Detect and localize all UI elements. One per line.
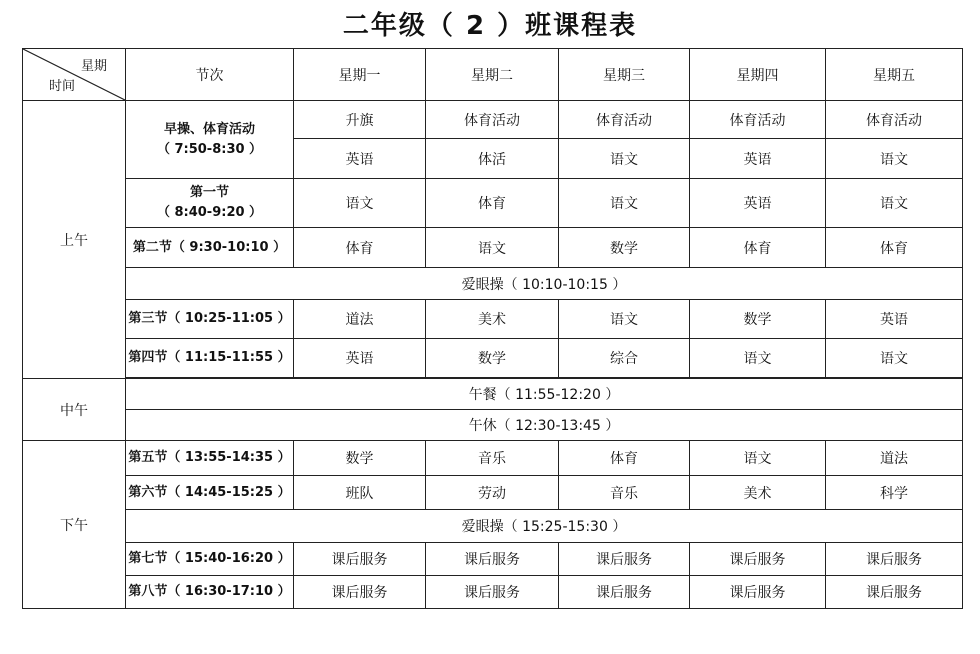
class-cell: 课后服务 — [690, 543, 826, 576]
class-cell: 体育活动 — [559, 101, 690, 139]
session-label: 第五节（ 13:55-14:35 ） — [126, 441, 294, 476]
class-cell: 升旗 — [294, 101, 426, 139]
header-row — [23, 49, 963, 101]
header-wed: 星期三 — [559, 49, 690, 101]
class-cell: 数学 — [426, 339, 559, 378]
class-cell: 英语 — [294, 339, 426, 378]
corner-time-label: 时间 — [49, 79, 76, 94]
class-cell: 体育活动 — [690, 101, 826, 139]
class-cell: 语文 — [826, 139, 963, 179]
rest-banner: 午休（ 12:30-13:45 ） — [126, 410, 963, 441]
period-afternoon: 下午 — [23, 441, 126, 609]
session-label — [126, 179, 294, 228]
class-cell: 英语 — [690, 139, 826, 179]
session-label: 第四节（ 11:15-11:55 ） — [126, 339, 294, 378]
class-cell: 体育 — [294, 228, 426, 268]
session-label: 第三节（ 10:25-11:05 ） — [126, 300, 294, 339]
class-cell: 语文 — [294, 179, 426, 228]
table-row — [23, 441, 963, 476]
class-cell: 体育 — [826, 228, 963, 268]
table-row — [23, 101, 963, 139]
class-cell: 课后服务 — [559, 576, 690, 609]
session-time: （ 7:50-8:30 ） — [156, 141, 263, 157]
class-cell: 语文 — [690, 441, 826, 476]
table-row — [23, 228, 963, 268]
class-cell: 英语 — [294, 139, 426, 179]
class-cell: 综合 — [559, 339, 690, 378]
class-cell: 美术 — [426, 300, 559, 339]
class-cell: 英语 — [690, 179, 826, 228]
class-cell: 音乐 — [426, 441, 559, 476]
class-cell: 课后服务 — [426, 543, 559, 576]
class-cell: 语文 — [559, 139, 690, 179]
class-cell: 课后服务 — [559, 543, 690, 576]
table-row — [23, 268, 963, 300]
class-cell: 课后服务 — [690, 576, 826, 609]
class-cell: 课后服务 — [294, 576, 426, 609]
class-cell: 劳动 — [426, 476, 559, 510]
session-name: 第一节 — [189, 185, 229, 200]
table-row — [23, 179, 963, 228]
session-label — [126, 101, 294, 179]
session-label: 第八节（ 16:30-17:10 ） — [126, 576, 294, 609]
session-label: 第六节（ 14:45-15:25 ） — [126, 476, 294, 510]
table-row — [23, 476, 963, 510]
header-thu: 星期四 — [690, 49, 826, 101]
class-cell: 道法 — [826, 441, 963, 476]
class-cell: 班队 — [294, 476, 426, 510]
session-name: 早操、体育活动 — [163, 121, 255, 137]
period-morning: 上午 — [23, 101, 126, 379]
class-cell: 体育 — [559, 441, 690, 476]
table-row — [23, 510, 963, 543]
class-cell: 语文 — [559, 300, 690, 339]
header-session: 节次 — [126, 49, 294, 101]
session-label: 第七节（ 15:40-16:20 ） — [126, 543, 294, 576]
class-cell: 课后服务 — [826, 543, 963, 576]
corner-weekday-label: 星期 — [80, 59, 107, 74]
table-row — [23, 379, 963, 410]
class-cell: 体育 — [690, 228, 826, 268]
corner-cell — [23, 49, 126, 101]
table-row — [23, 543, 963, 576]
eye-exercise-banner: 爱眼操（ 15:25-15:30 ） — [126, 510, 963, 543]
class-cell: 课后服务 — [294, 543, 426, 576]
table-row — [23, 576, 963, 609]
class-cell: 体育活动 — [426, 101, 559, 139]
class-cell: 课后服务 — [426, 576, 559, 609]
class-cell: 数学 — [690, 300, 826, 339]
class-cell: 美术 — [690, 476, 826, 510]
class-cell: 体育活动 — [826, 101, 963, 139]
lunch-banner: 午餐（ 11:55-12:20 ） — [126, 379, 963, 410]
class-cell: 数学 — [559, 228, 690, 268]
header-tue: 星期二 — [426, 49, 559, 101]
class-cell: 体育 — [426, 179, 559, 228]
class-cell: 语文 — [826, 339, 963, 378]
period-noon: 中午 — [23, 379, 126, 441]
session-time: （ 8:40-9:20 ） — [156, 205, 263, 220]
schedule-table — [22, 48, 963, 609]
page-title: 二年级（ 2 ）班课程表 — [342, 11, 638, 41]
class-cell: 语文 — [559, 179, 690, 228]
table-row — [23, 339, 963, 378]
class-cell: 语文 — [690, 339, 826, 378]
session-label: 第二节（ 9:30-10:10 ） — [126, 228, 294, 268]
class-cell: 语文 — [426, 228, 559, 268]
class-cell: 道法 — [294, 300, 426, 339]
class-cell: 体活 — [426, 139, 559, 179]
table-row — [23, 410, 963, 441]
header-fri: 星期五 — [826, 49, 963, 101]
eye-exercise-banner: 爱眼操（ 10:10-10:15 ） — [126, 268, 963, 300]
header-mon: 星期一 — [294, 49, 426, 101]
class-cell: 英语 — [826, 300, 963, 339]
table-row — [23, 300, 963, 339]
class-cell: 数学 — [294, 441, 426, 476]
class-cell: 音乐 — [559, 476, 690, 510]
class-cell: 语文 — [826, 179, 963, 228]
class-cell: 课后服务 — [826, 576, 963, 609]
class-cell: 科学 — [826, 476, 963, 510]
